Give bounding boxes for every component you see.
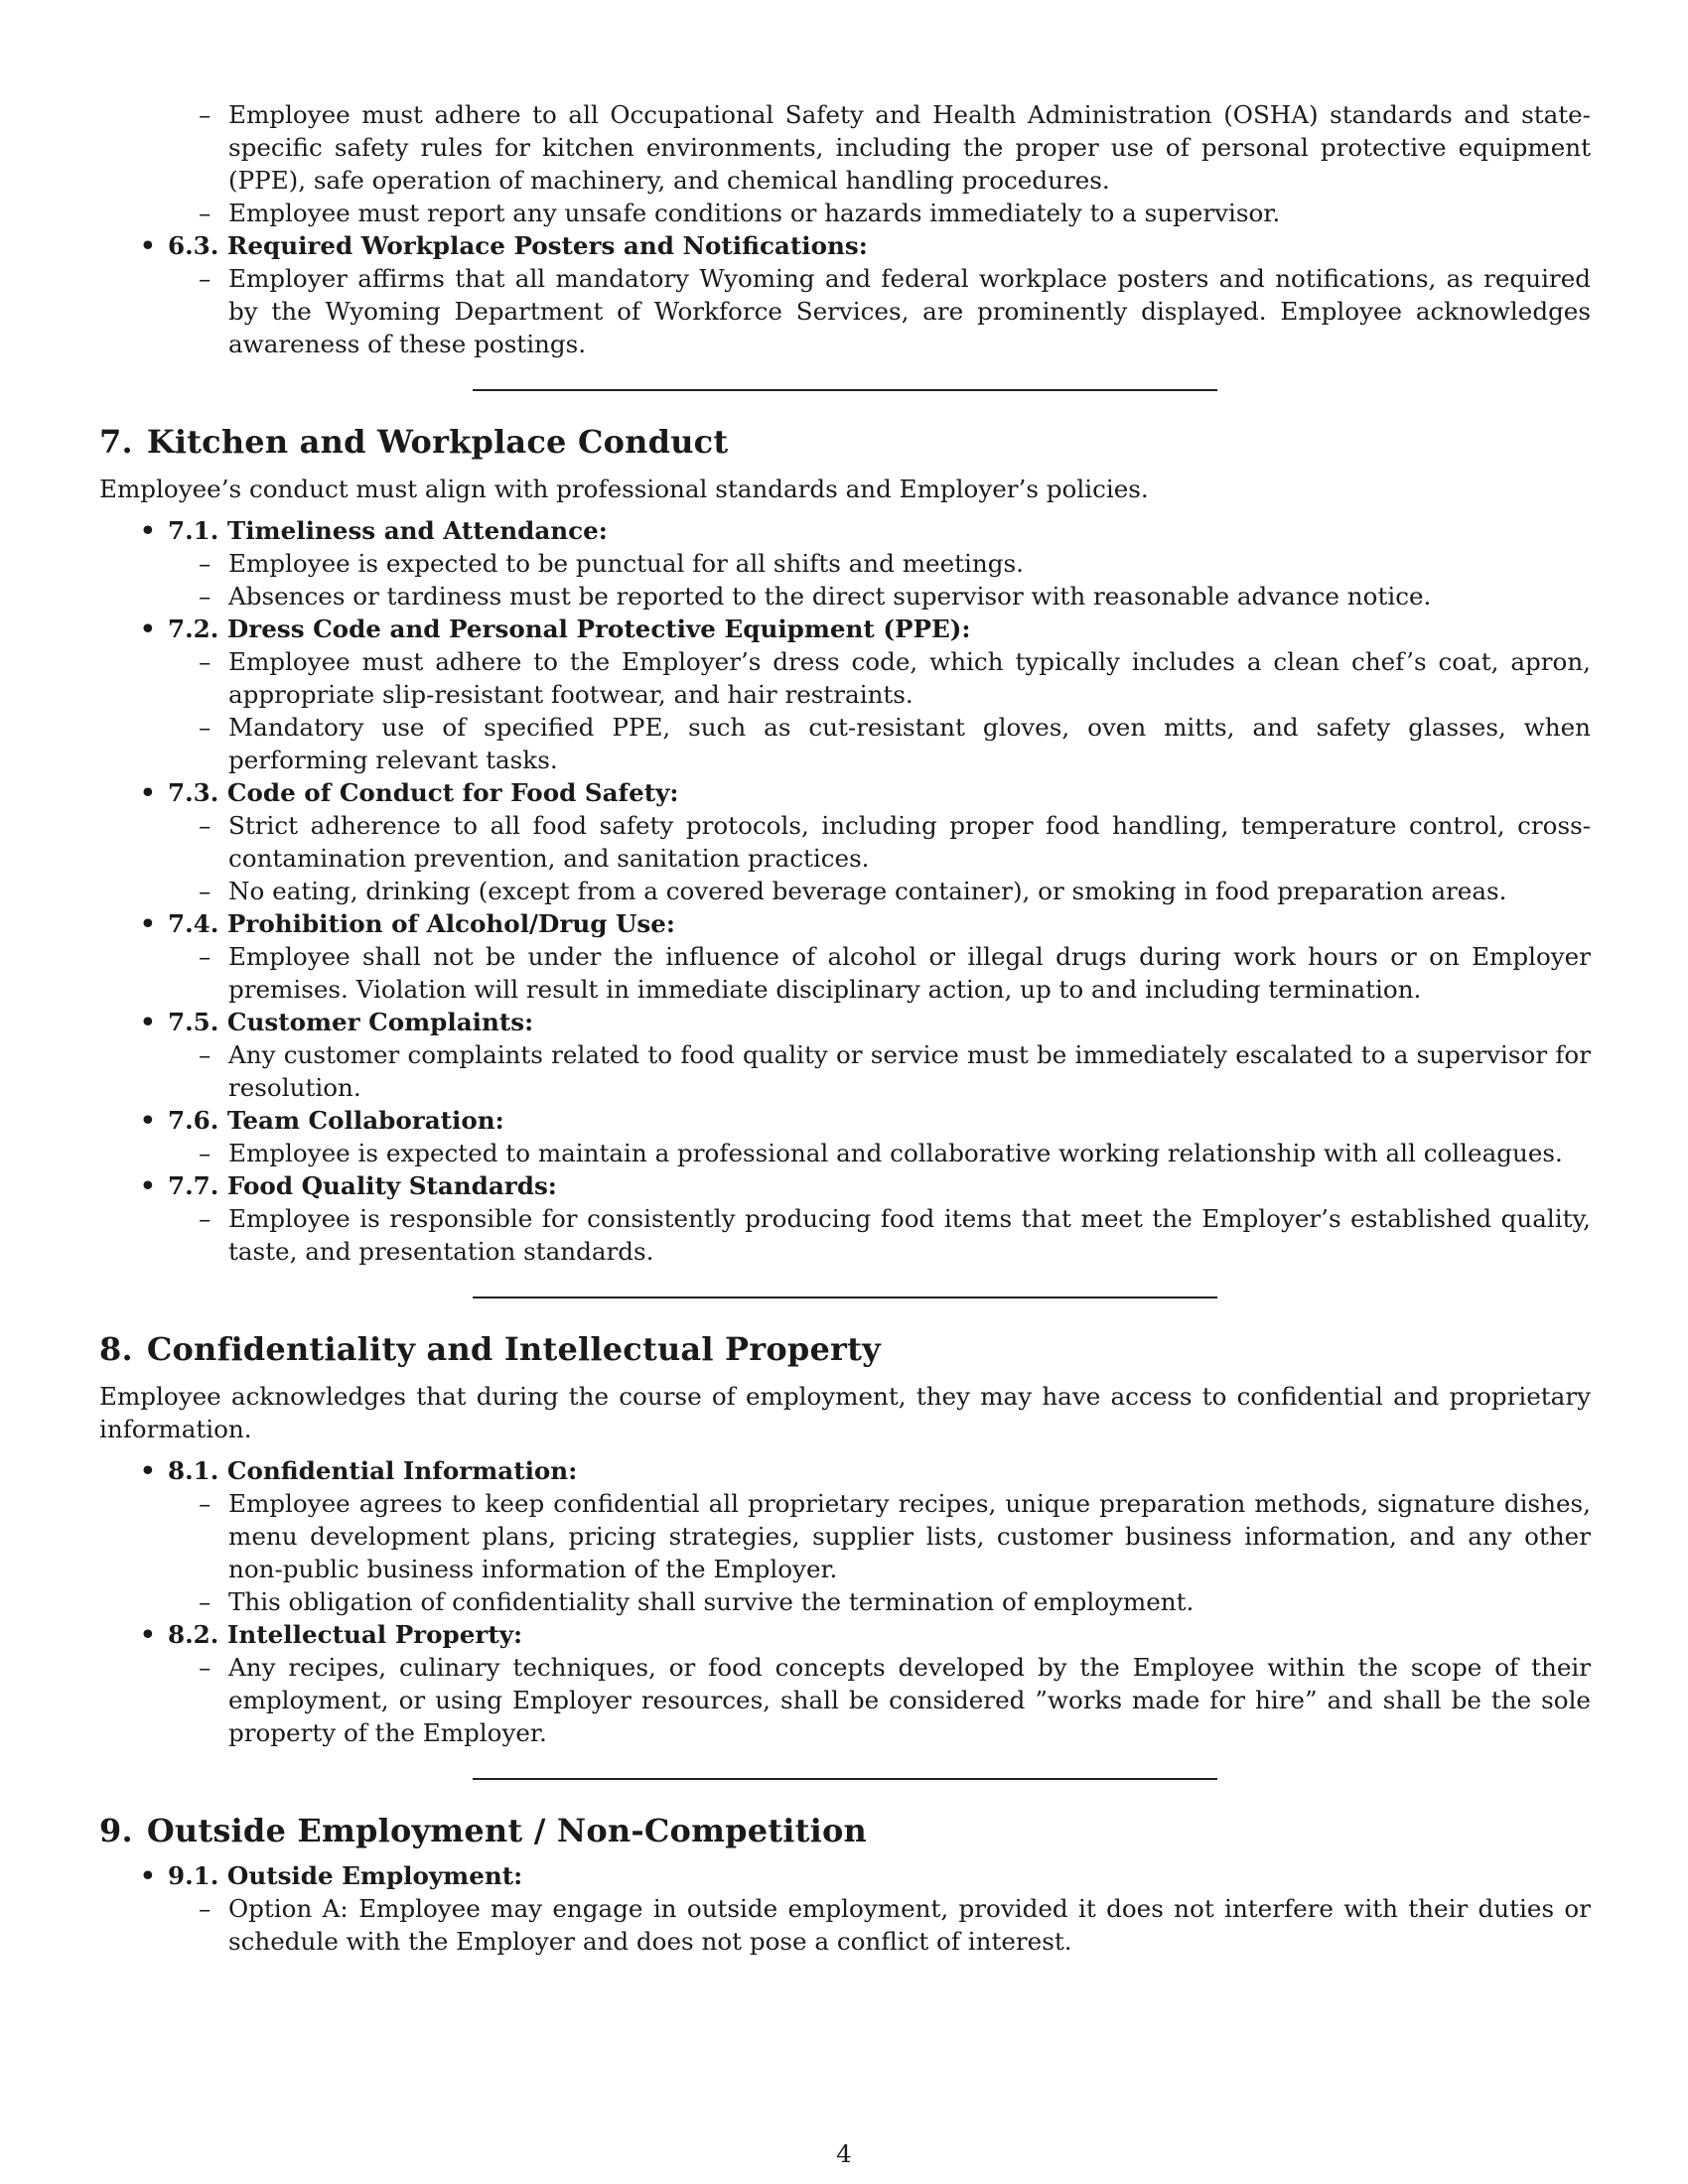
sub-list xyxy=(168,1137,1591,1169)
item-7-4 xyxy=(140,907,1591,1006)
list-item: – Any customer complaints related to food quality or service must be immediately escalated to a supervisor for resolution. xyxy=(228,1038,1591,1104)
item-title: 9.1. Outside Employment: xyxy=(168,1861,523,1890)
list-item: – Employee shall not be under the influence of alcohol or illegal drugs during work hours or on Employer premises. Violation will result in immediate disciplinary action, up to and including termination. xyxy=(228,940,1591,1006)
bullet-icon: • xyxy=(140,1456,156,1485)
list-item: – Employee is responsible for consistently producing food items that meet the Employer’s established quality, taste, and presentation standards. xyxy=(228,1202,1591,1268)
list-item: – Employee is expected to maintain a professional and collaborative working relationship with all colleagues. xyxy=(228,1137,1591,1169)
item-7-5 xyxy=(140,1006,1591,1104)
item-9-1 xyxy=(140,1859,1591,1958)
item-title: 7.1. Timeliness and Attendance: xyxy=(168,516,608,545)
sub-list xyxy=(168,645,1591,776)
sub-list xyxy=(168,1651,1591,1749)
list-item: – Absences or tardiness must be reported to the direct supervisor with reasonable advance notice. xyxy=(228,580,1591,613)
section-9-items xyxy=(99,1859,1591,1958)
sub-list xyxy=(168,809,1591,907)
item-7-3 xyxy=(140,776,1591,907)
bullet-icon: • xyxy=(140,614,156,643)
section-title: Kitchen and Workplace Conduct xyxy=(146,423,729,461)
list-item: – Any recipes, culinary techniques, or food concepts developed by the Employee within the scope of their employment, or using Employer resources, shall be considered ”works made for hire” and shall be the sole property of the Employer. xyxy=(228,1651,1591,1749)
item-title: 7.5. Customer Complaints: xyxy=(168,1008,534,1036)
list-item: – Employee must report any unsafe conditions or hazards immediately to a supervisor. xyxy=(228,197,1591,229)
item-title: 8.2. Intellectual Property: xyxy=(168,1620,523,1649)
section-9-heading xyxy=(99,1811,1591,1850)
section-number: 9. xyxy=(99,1812,133,1849)
item-title: 8.1. Confidential Information: xyxy=(168,1456,578,1485)
item-title: 7.3. Code of Conduct for Food Safety: xyxy=(168,778,679,807)
item-title: 6.3. Required Workplace Posters and Notifications: xyxy=(168,231,868,260)
bullet-icon: • xyxy=(140,1106,156,1135)
section-7-intro: Employee’s conduct must align with professional standards and Employer’s policies. xyxy=(99,475,1149,503)
bullet-icon: • xyxy=(140,231,156,260)
item-title: 7.7. Food Quality Standards: xyxy=(168,1171,557,1200)
list-item: – Employee must adhere to the Employer’s dress code, which typically includes a clean chef’s coat, apron, appropriate slip-resistant footwear, and hair restraints. xyxy=(228,645,1591,711)
bullet-icon: • xyxy=(140,778,156,807)
sub-list xyxy=(168,547,1591,613)
item-title: 7.2. Dress Code and Personal Protective Equipment (PPE): xyxy=(168,614,971,643)
sub-list xyxy=(168,1038,1591,1104)
item-7-6 xyxy=(140,1104,1591,1169)
bullet-icon: • xyxy=(140,1171,156,1200)
page-number: 4 xyxy=(836,2139,852,2168)
section-8-intro: Employee acknowledges that during the course of employment, they may have access to confidential and proprietary information. xyxy=(99,1382,1591,1443)
list-item: – Mandatory use of specified PPE, such as cut-resistant gloves, oven mitts, and safety glasses, when performing relevant tasks. xyxy=(228,711,1591,776)
section-number: 7. xyxy=(99,423,133,461)
section-6-continued-list xyxy=(99,98,1591,229)
bullet-icon: • xyxy=(140,1620,156,1649)
sub-list xyxy=(168,940,1591,1006)
list-item: – Option A: Employee may engage in outside employment, provided it does not interfere with their duties or schedule with the Employer and does not pose a conflict of interest. xyxy=(228,1892,1591,1958)
section-7-items xyxy=(99,514,1591,1268)
section-7-heading xyxy=(99,422,1591,462)
list-item: – This obligation of confidentiality shall survive the termination of employment. xyxy=(228,1585,1591,1618)
section-title: Outside Employment / Non-Competition xyxy=(146,1812,867,1849)
sub-list xyxy=(168,1202,1591,1268)
item-7-2 xyxy=(140,613,1591,776)
document-page xyxy=(99,98,1591,1958)
bullet-icon: • xyxy=(140,1008,156,1036)
bullet-icon: • xyxy=(140,909,156,938)
list-item: – Employee must adhere to all Occupational Safety and Health Administration (OSHA) standards and state-specific safety rules for kitchen environments, including the proper use of personal protective equipment (PPE), safe operation of machinery, and chemical handling procedures. xyxy=(228,98,1591,197)
item-title: 7.4. Prohibition of Alcohol/Drug Use: xyxy=(168,909,675,938)
bullet-icon: • xyxy=(140,516,156,545)
list-item: – Employee agrees to keep confidential all proprietary recipes, unique preparation methods, signature dishes, menu development plans, pricing strategies, supplier lists, customer business information, and any other non-public business information of the Employer. xyxy=(228,1487,1591,1585)
sub-list xyxy=(168,1892,1591,1958)
list-item: – Employer affirms that all mandatory Wyoming and federal workplace posters and notifications, as required by the Wyoming Department of Workforce Services, are prominently displayed. Employee acknowledges awareness of these postings. xyxy=(228,262,1591,360)
item-8-1 xyxy=(140,1454,1591,1618)
item-title: 7.6. Team Collaboration: xyxy=(168,1106,504,1135)
section-8-heading xyxy=(99,1329,1591,1369)
section-8-items xyxy=(99,1454,1591,1749)
item-6-3 xyxy=(140,229,1591,360)
section-title: Confidentiality and Intellectual Property xyxy=(146,1330,881,1368)
item-7-1 xyxy=(140,514,1591,613)
list-item: – Strict adherence to all food safety protocols, including proper food handling, temperature control, cross-contamination prevention, and sanitation practices. xyxy=(228,809,1591,875)
sub-list xyxy=(168,262,1591,360)
section-6-items xyxy=(99,229,1591,360)
section-number: 8. xyxy=(99,1330,133,1368)
item-8-2 xyxy=(140,1618,1591,1749)
sub-list xyxy=(168,1487,1591,1618)
list-item: – Employee is expected to be punctual for all shifts and meetings. xyxy=(228,547,1591,580)
item-7-7 xyxy=(140,1169,1591,1268)
bullet-icon: • xyxy=(140,1861,156,1890)
list-item: – No eating, drinking (except from a covered beverage container), or smoking in food preparation areas. xyxy=(228,875,1591,907)
